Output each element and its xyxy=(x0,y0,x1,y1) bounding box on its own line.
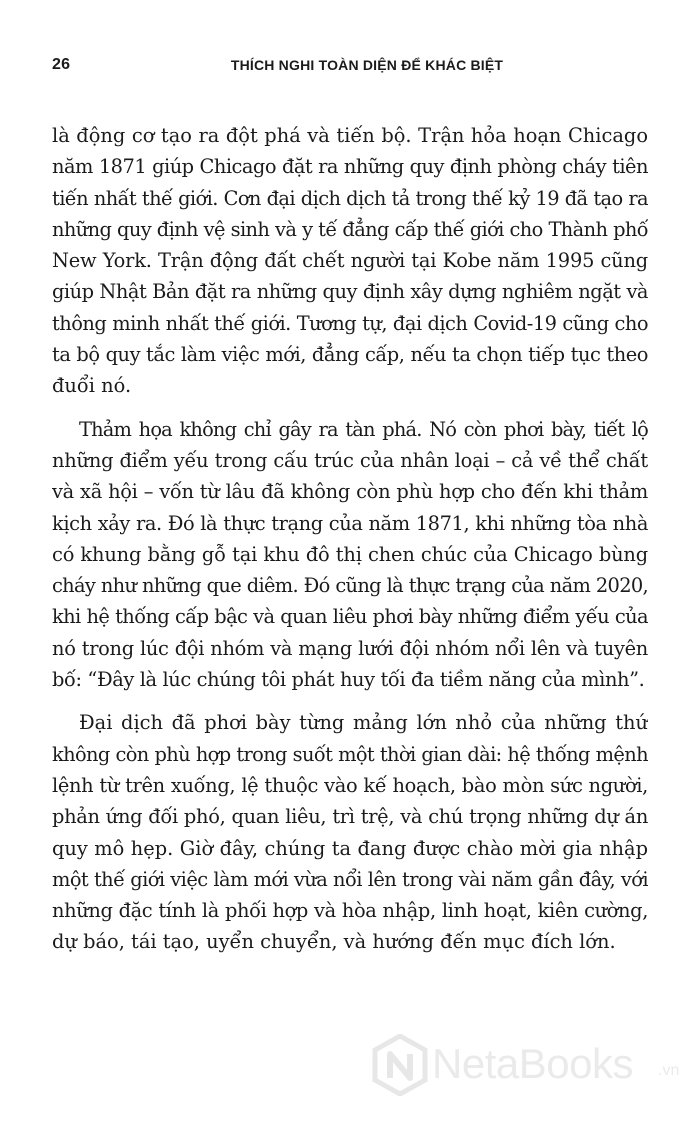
page-number: 26 xyxy=(52,56,71,73)
text-line: bố: “Đây là lúc chúng tôi phát huy tối đa tiềm năng của mình”. xyxy=(52,668,645,692)
text-line: lệnh từ trên xuống, lệ thuộc vào kế hoạch, bào mòn sức người, xyxy=(52,773,648,797)
text-line: những quy định vệ sinh và y tế đẳng cấp thế giới cho Thành phố xyxy=(52,217,648,241)
text-line: ta bộ quy tắc làm việc mới, đẳng cấp, nếu ta chọn tiếp tục theo xyxy=(52,343,648,367)
text-line: những đặc tính là phối hợp và hòa nhập, linh hoạt, kiên cường, xyxy=(52,899,648,923)
text-line: quy mô hẹp. Giờ đây, chúng ta đang được chào mời gia nhập xyxy=(52,836,648,860)
text-line: và xã hội – vốn từ lâu đã không còn phù hợp cho đến khi thảm xyxy=(52,480,648,504)
text-line: cháy như những que diêm. Đó cũng là thực trạng của năm 2020, xyxy=(52,574,648,598)
text-line: thông minh nhất thế giới. Tương tự, đại dịch Covid-19 cũng cho xyxy=(52,311,648,335)
watermark-suffix: .vn xyxy=(658,1062,680,1079)
text-line: đuổi nó. xyxy=(52,374,132,398)
text-line: dự báo, tái tạo, uyển chuyển, và hướng đến mục đích lớn. xyxy=(52,930,616,954)
text-line: nó trong lúc đội nhóm và mạng lưới đội nhóm nổi lên và tuyên xyxy=(52,636,648,660)
text-line: những điểm yếu trong cấu trúc của nhân loại – cả về thể chất xyxy=(52,448,648,472)
running-head xyxy=(52,56,642,82)
text-line: năm 1871 giúp Chicago đặt ra những quy định phòng cháy tiên xyxy=(52,155,648,179)
text-line: tiến nhất thế giới. Cơn đại dịch dịch tả trong thế kỷ 19 đã tạo ra xyxy=(52,186,648,210)
paragraph-1 xyxy=(52,120,648,402)
watermark xyxy=(372,1030,692,1110)
text-line: phản ứng đối phó, quan liêu, trì trệ, và chú trọng những dự án xyxy=(52,805,648,829)
text-line: kịch xảy ra. Đó là thực trạng của năm 1871, khi những tòa nhà xyxy=(52,511,648,535)
text-line: một thế giới việc làm mới vừa nổi lên trong vài năm gần đây, với xyxy=(52,867,648,891)
netabooks-logo-icon xyxy=(372,1034,428,1096)
text-line: Thảm họa không chỉ gây ra tàn phá. Nó còn phơi bày, tiết lộ xyxy=(79,417,648,441)
watermark-text: NetaBooks xyxy=(432,1040,633,1087)
text-line: có khung bằng gỗ tại khu đô thị chen chúc của Chicago bùng xyxy=(52,542,648,566)
body-text xyxy=(52,120,648,970)
paragraph-2 xyxy=(52,414,648,696)
text-line: không còn phù hợp trong suốt một thời gian dài: hệ thống mệnh xyxy=(52,742,648,766)
running-title: THÍCH NGHI TOÀN DIỆN ĐỂ KHÁC BIỆT xyxy=(230,57,504,73)
text-line: giúp Nhật Bản đặt ra những quy định xây dựng nghiêm ngặt và xyxy=(52,280,648,304)
text-line: khi hệ thống cấp bậc và quan liêu phơi bày những điểm yếu của xyxy=(52,605,648,629)
text-line: là động cơ tạo ra đột phá và tiến bộ. Trận hỏa hoạn Chicago xyxy=(52,124,648,147)
paragraph-3 xyxy=(52,707,648,957)
text-line: New York. Trận động đất chết người tại Kobe năm 1995 cũng xyxy=(52,249,648,273)
text-line: Đại dịch đã phơi bày từng mảng lớn nhỏ của những thứ xyxy=(79,711,648,735)
